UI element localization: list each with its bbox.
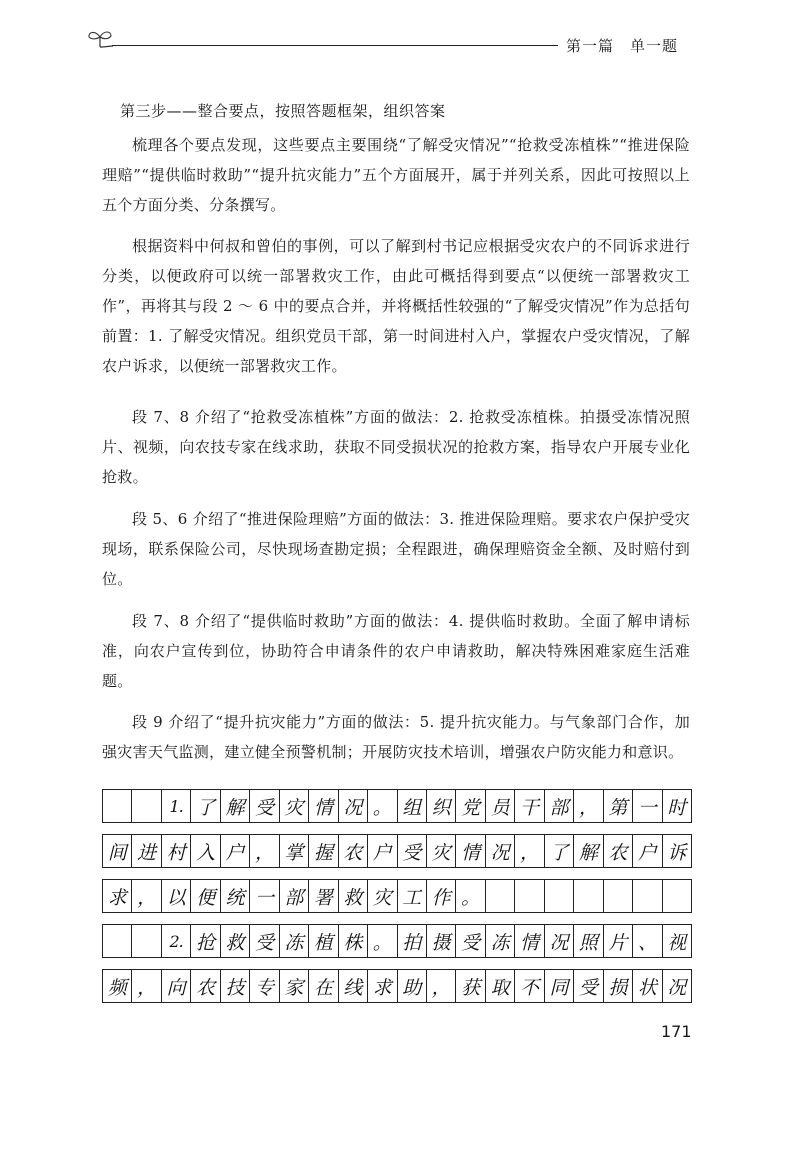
answer-grid-cell: 、 (633, 925, 662, 957)
answer-grid-cell: 握 (309, 835, 338, 867)
header-rule (112, 45, 558, 46)
answer-grid-cell: 一 (633, 790, 662, 822)
answer-grid-cell (103, 925, 132, 957)
answer-grid-cell: 第 (604, 790, 633, 822)
answer-grid-cell: 时 (663, 790, 692, 822)
answer-grid-cell: 情 (456, 835, 485, 867)
answer-grid-cell: 况 (339, 790, 368, 822)
answer-grid-cell: 摄 (427, 925, 456, 957)
header-section: 单一题 (630, 37, 679, 55)
answer-grid-cell: 情 (309, 790, 338, 822)
answer-grid-cell: 株 (339, 925, 368, 957)
answer-grid-cell (604, 880, 633, 912)
answer-grid-cell: 救 (339, 880, 368, 912)
answer-grid-cell (132, 790, 161, 822)
answer-grid-cell: 户 (221, 835, 250, 867)
answer-grid-cell: 灾 (280, 790, 309, 822)
answer-grid-cell: 片 (604, 925, 633, 957)
answer-grid-cell: 损 (604, 970, 633, 1002)
answer-grid-cell: 获 (456, 970, 485, 1002)
answer-grid-cell: 频 (103, 970, 132, 1002)
paragraph-1: 梳理各个要点发现，这些要点主要围绕“了解受灾情况”“抢救受冻植株”“推进保险理赔”“提供临时救助”“提升抗灾能力”五个方面展开，属于并列关系，因此可按照以上五个方面分类、分条撰写。 (102, 136, 690, 214)
answer-grid-cell: 织 (427, 790, 456, 822)
answer-grid-cell: ， (132, 970, 161, 1002)
answer-grid-cell: 助 (398, 970, 427, 1002)
answer-grid-cell: 灾 (368, 880, 397, 912)
answer-grid-cell: 况 (486, 835, 515, 867)
answer-grid-row (102, 969, 692, 1003)
paragraph-3: 段 7、8 介绍了“抢救受冻植株”方面的做法：2. 抢救受冻植株。拍摄受冻情况照片、视频，向农技专家在线求助，获取不同受损状况的抢救方案，指导农户开展专业化抢救。 (102, 408, 690, 486)
answer-grid-cell (633, 880, 662, 912)
answer-grid-cell: 村 (162, 835, 191, 867)
answer-grid-row (102, 924, 692, 958)
answer-grid-cell: 了 (191, 790, 220, 822)
answer-grid-cell: 。 (368, 925, 397, 957)
answer-grid-cell: 照 (574, 925, 603, 957)
answer-grid-cell: 视 (663, 925, 692, 957)
answer-grid-cell: 受 (250, 790, 279, 822)
answer-grid-cell (132, 925, 161, 957)
answer-grid-cell: 受 (398, 835, 427, 867)
answer-grid-cell: 救 (221, 925, 250, 957)
answer-grid-cell: 1. (162, 790, 191, 822)
answer-grid-cell: 受 (574, 970, 603, 1002)
answer-grid-cell: 入 (191, 835, 220, 867)
answer-grid-cell: 不 (515, 970, 544, 1002)
step-title: 第三步——整合要点，按照答题框架，组织答案 (120, 102, 446, 120)
answer-grid-cell: 统 (221, 880, 250, 912)
answer-grid-cell: 求 (368, 970, 397, 1002)
answer-grid-row (102, 879, 692, 913)
answer-grid-cell: 解 (221, 790, 250, 822)
answer-grid-cell: 冻 (486, 925, 515, 957)
answer-grid-cell (545, 880, 574, 912)
answer-grid-cell: ， (515, 835, 544, 867)
answer-grid-cell (663, 880, 692, 912)
answer-grid-cell: 进 (132, 835, 161, 867)
running-header (566, 35, 678, 56)
answer-grid-cell: 部 (545, 790, 574, 822)
answer-grid-cell: 。 (368, 790, 397, 822)
answer-grid-cell: 。 (456, 880, 485, 912)
answer-grid-cell: 求 (103, 880, 132, 912)
answer-grid-cell: 户 (633, 835, 662, 867)
answer-grid-cell: ， (574, 790, 603, 822)
answer-grid-cell: 家 (280, 970, 309, 1002)
answer-grid-cell: ， (250, 835, 279, 867)
answer-grid-cell: 拍 (398, 925, 427, 957)
answer-grid-cell: 况 (545, 925, 574, 957)
answer-grid-row (102, 834, 692, 868)
answer-grid-cell: 取 (486, 970, 515, 1002)
answer-grid-cell: 2. (162, 925, 191, 957)
answer-grid-cell: 诉 (663, 835, 692, 867)
page-number: 171 (661, 1022, 692, 1041)
answer-grid-cell: 植 (309, 925, 338, 957)
answer-grid-cell (574, 880, 603, 912)
answer-grid-cell: 灾 (427, 835, 456, 867)
answer-grid-cell: 线 (339, 970, 368, 1002)
answer-grid-cell: 专 (250, 970, 279, 1002)
answer-grid-cell: 抢 (191, 925, 220, 957)
paragraph-5: 段 7、8 介绍了“提供临时救助”方面的做法：4. 提供临时救助。全面了解申请标准，向农户宣传到位，协助符合申请条件的农户申请救助，解决特殊困难家庭生活难题。 (102, 612, 690, 690)
answer-grid-cell: 在 (309, 970, 338, 1002)
answer-grid-cell: 状 (633, 970, 662, 1002)
answer-grid-cell: 解 (574, 835, 603, 867)
answer-grid-cell: 干 (515, 790, 544, 822)
answer-grid (102, 789, 692, 1014)
answer-grid-cell: 员 (486, 790, 515, 822)
sprout-icon (86, 27, 114, 53)
answer-grid-cell (515, 880, 544, 912)
answer-grid-cell: 受 (250, 925, 279, 957)
answer-grid-cell: 农 (339, 835, 368, 867)
answer-grid-cell: 一 (250, 880, 279, 912)
answer-grid-cell: 便 (191, 880, 220, 912)
answer-grid-cell: 技 (221, 970, 250, 1002)
paragraph-4: 段 5、6 介绍了“推进保险理赔”方面的做法：3. 推进保险理赔。要求农户保护受灾现场，联系保险公司，尽快现场查勘定损；全程跟进，确保理赔资金全额、及时赔付到位。 (102, 510, 690, 588)
answer-grid-cell: 情 (515, 925, 544, 957)
answer-grid-cell: 冻 (280, 925, 309, 957)
answer-grid-cell: 署 (309, 880, 338, 912)
answer-grid-cell: 部 (280, 880, 309, 912)
answer-grid-cell: 户 (368, 835, 397, 867)
answer-grid-cell (486, 880, 515, 912)
answer-grid-cell: 掌 (280, 835, 309, 867)
answer-grid-cell (103, 790, 132, 822)
answer-grid-cell: 作 (427, 880, 456, 912)
answer-grid-cell: 况 (663, 970, 692, 1002)
answer-grid-cell: 间 (103, 835, 132, 867)
answer-grid-cell: 组 (398, 790, 427, 822)
answer-grid-cell: 同 (545, 970, 574, 1002)
answer-grid-cell: 向 (162, 970, 191, 1002)
answer-grid-cell: 农 (191, 970, 220, 1002)
answer-grid-cell: 工 (398, 880, 427, 912)
answer-grid-cell: 农 (604, 835, 633, 867)
answer-grid-cell: 以 (162, 880, 191, 912)
answer-grid-cell: ， (132, 880, 161, 912)
paragraph-2: 根据资料中何叔和曾伯的事例，可以了解到村书记应根据受灾农户的不同诉求进行分类，以便政府可以统一部署救灾工作，由此可概括得到要点“以便统一部署救灾工作”，再将其与段 2 ～ 6 中的要点合并，并将概括性较强的“了解受灾情况”作为总括句前置：1. 了解受灾情况。组织党员干部，第一时间进村入户，掌握农户受灾情况，了解农户诉求，以便统一部署救灾工作。 (102, 237, 690, 375)
answer-grid-row (102, 789, 692, 823)
header-chapter: 第一篇 (566, 37, 615, 55)
answer-grid-cell: 受 (456, 925, 485, 957)
answer-grid-cell: 了 (545, 835, 574, 867)
answer-grid-cell: ， (427, 970, 456, 1002)
paragraph-6: 段 9 介绍了“提升抗灾能力”方面的做法：5. 提升抗灾能力。与气象部门合作，加强灾害天气监测，建立健全预警机制；开展防灾技术培训，增强农户防灾能力和意识。 (102, 713, 690, 761)
answer-grid-cell: 党 (456, 790, 485, 822)
